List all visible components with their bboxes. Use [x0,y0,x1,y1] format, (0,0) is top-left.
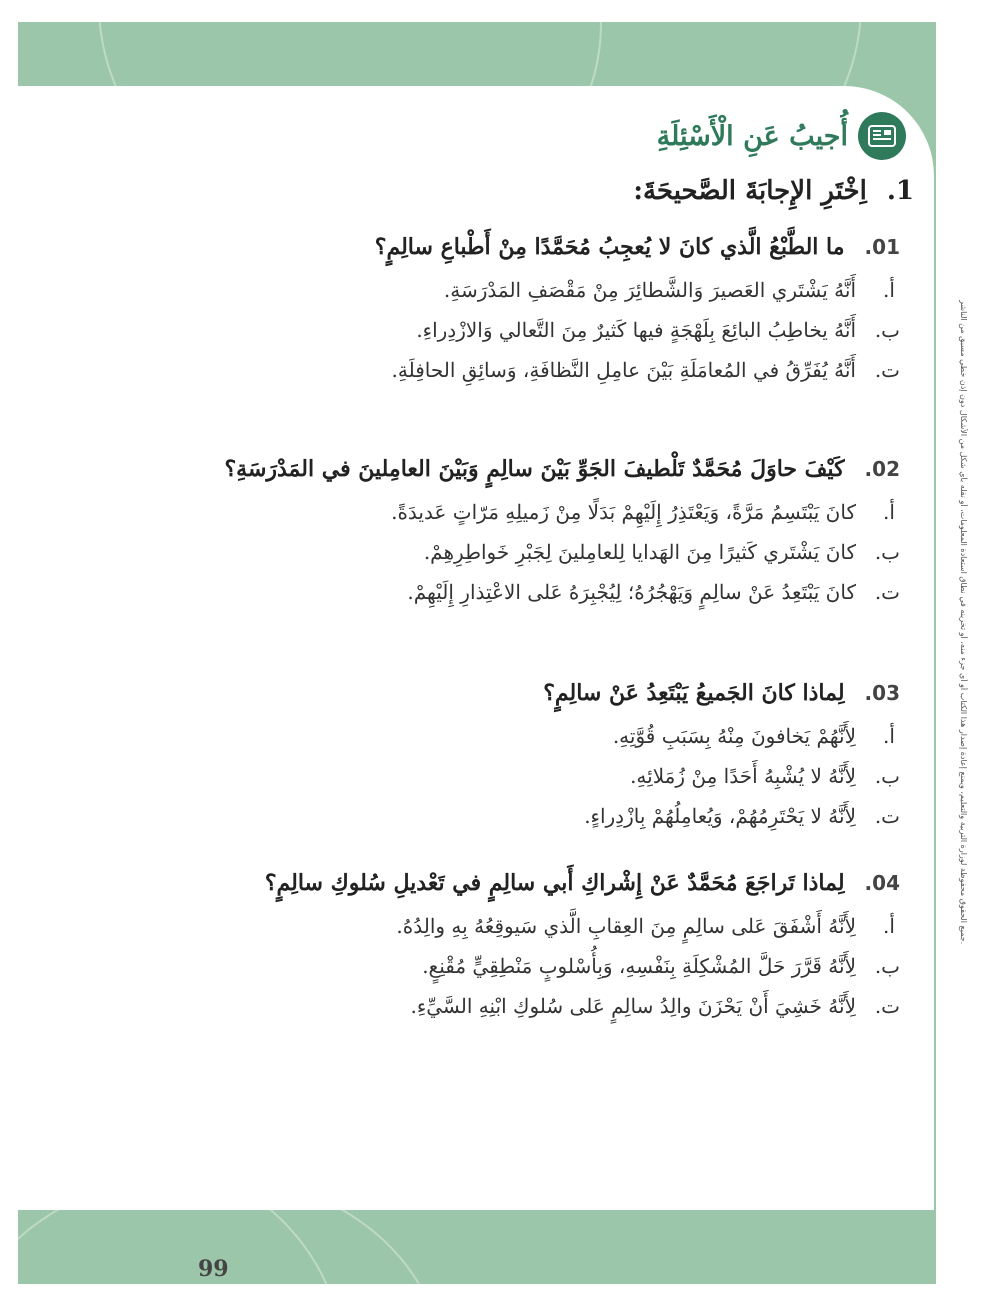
option-text: كانَ يَشْتَري كَثيرًا مِنَ الهَدايا لِلعامِلينَ لِجَبْرِ خَواطِرِهِمْ. [423,540,856,564]
option-item[interactable] [543,796,900,836]
option-text: كانَ يَبْتَسِمُ مَرَّةً، وَيَعْتَذِرُ إِلَيْهِمْ بَدَلًا مِنْ زَميلِهِ مَرّاتٍ عَديدَةً. [391,500,856,524]
option-item[interactable] [375,350,900,390]
section-header [657,112,906,160]
option-letter: ت. [874,994,900,1018]
option-letter: ت. [874,804,900,828]
question-block [375,234,900,390]
option-item[interactable] [265,906,900,946]
option-item[interactable] [265,946,900,986]
question-number: 01. [864,235,900,259]
question-text: لِماذا تَراجَعَ مُحَمَّدٌ عَنْ إِشْراكِ أَبي سالِمٍ في تَعْديلِ سُلوكِ سالِمٍ؟ [264,870,845,896]
option-text: أَنَّهُ يُفَرِّقُ في المُعامَلَةِ بَيْنَ عامِلِ النَّظافَةِ، وَسائِقِ الحافِلَةِ. [391,358,856,382]
option-letter: ت. [874,358,900,382]
page-number: 99 [198,1256,229,1282]
option-letter: أ. [883,914,895,938]
option-list [375,270,900,390]
option-letter: أ. [883,500,895,524]
option-text: لِأَنَّهُ خَشِيَ أَنْ يَحْزَنَ والِدُ سالِمٍ عَلى سُلوكِ ابْنِهِ السَّيِّءِ. [410,994,856,1018]
question-number: 04. [864,871,900,895]
answer-card-icon [858,112,906,160]
option-text: لِأَنَّهُ لا يَحْتَرِمُهُمْ، وَيُعامِلُهُمْ بِازْدِراءٍ. [584,804,856,828]
question-text: ما الطَّبْعُ الَّذي كانَ لا يُعجِبُ مُحَمَّدًا مِنْ أَطْباعِ سالِمٍ؟ [374,234,845,260]
option-text: لِأَنَّهُ قَرَّرَ حَلَّ المُشْكِلَةِ بِنَفْسِهِ، وَبِأُسْلوبٍ مَنْطِقِيٍّ مُقْنِعٍ. [422,954,856,978]
question-number: 02. [864,457,900,481]
option-letter: ت. [874,580,900,604]
copyright-note: جميع الحقوق محفوظة لوزارة التربية والتعليم، ويمنع إعادة إصدار هذا الكتاب أو أي جزء منه، أو تخزينه في نطاق استعادة المعلومات، أو نقله بأي شكل من الأشكال دون إذن خطي مسبق من الناشر. [959,300,968,945]
question-heading [224,456,900,482]
option-letter: ب. [874,540,900,564]
instruction-text: اِخْتَرِ الإِجابَةَ الصَّحيحَةَ: [633,176,867,206]
question-heading [265,870,900,896]
option-letter: أ. [883,724,895,748]
option-letter: ب. [874,954,900,978]
option-item[interactable] [375,310,900,350]
option-text: أَنَّهُ يَشْتَري العَصيرَ وَالشَّطائِرَ مِنْ مَقْصَفِ المَدْرَسَةِ. [443,278,856,302]
option-text: لِأَنَّهُمْ يَخافونَ مِنْهُ بِسَبَبِ قُوَّتِهِ. [612,724,856,748]
question-block [265,870,900,1026]
question-number: 03. [864,681,900,705]
option-list [543,716,900,836]
instruction [633,176,914,206]
option-text: أَنَّهُ يخاطِبُ البائِعَ بِلَهْجَةٍ فيها كَثيرٌ مِنَ التَّعالي وَالازْدِراءِ. [416,318,856,342]
option-item[interactable] [224,492,900,532]
option-item[interactable] [265,986,900,1026]
question-text: لِماذا كانَ الجَميعُ يَبْتَعِدُ عَنْ سالِمٍ؟ [543,680,845,706]
option-item[interactable] [543,756,900,796]
option-list [224,492,900,612]
question-heading [375,234,900,260]
option-letter: ب. [874,764,900,788]
option-text: لِأَنَّهُ أَشْفَقَ عَلى سالِمٍ مِنَ العِقابِ الَّذي سَيوقِعُهُ بِهِ والِدُهُ. [396,914,856,938]
option-item[interactable] [224,532,900,572]
section-title: أُجيبُ عَنِ الْأَسْئِلَةِ [656,120,848,152]
question-block [543,680,900,836]
question-text: كَيْفَ حاوَلَ مُحَمَّدٌ تَلْطيفَ الجَوِّ بَيْنَ سالِمٍ وَبَيْنَ العامِلينَ في المَدْرَسَةِ؟ [224,456,845,482]
option-letter: أ. [883,278,895,302]
option-letter: ب. [874,318,900,342]
instruction-number: 1. [886,176,914,206]
option-list [265,906,900,1026]
option-item[interactable] [224,572,900,612]
option-text: كانَ يَبْتَعِدُ عَنْ سالِمٍ وَيَهْجُرُهُ؛ لِيُجْبِرَهُ عَلى الاعْتِذارِ إِلَيْهِمْ. [407,580,856,604]
question-heading [543,680,900,706]
option-item[interactable] [543,716,900,756]
option-item[interactable] [375,270,900,310]
option-text: لِأَنَّهُ لا يُشْبِهُ أَحَدًا مِنْ زُمَلائِهِ. [630,764,856,788]
question-block [224,456,900,612]
